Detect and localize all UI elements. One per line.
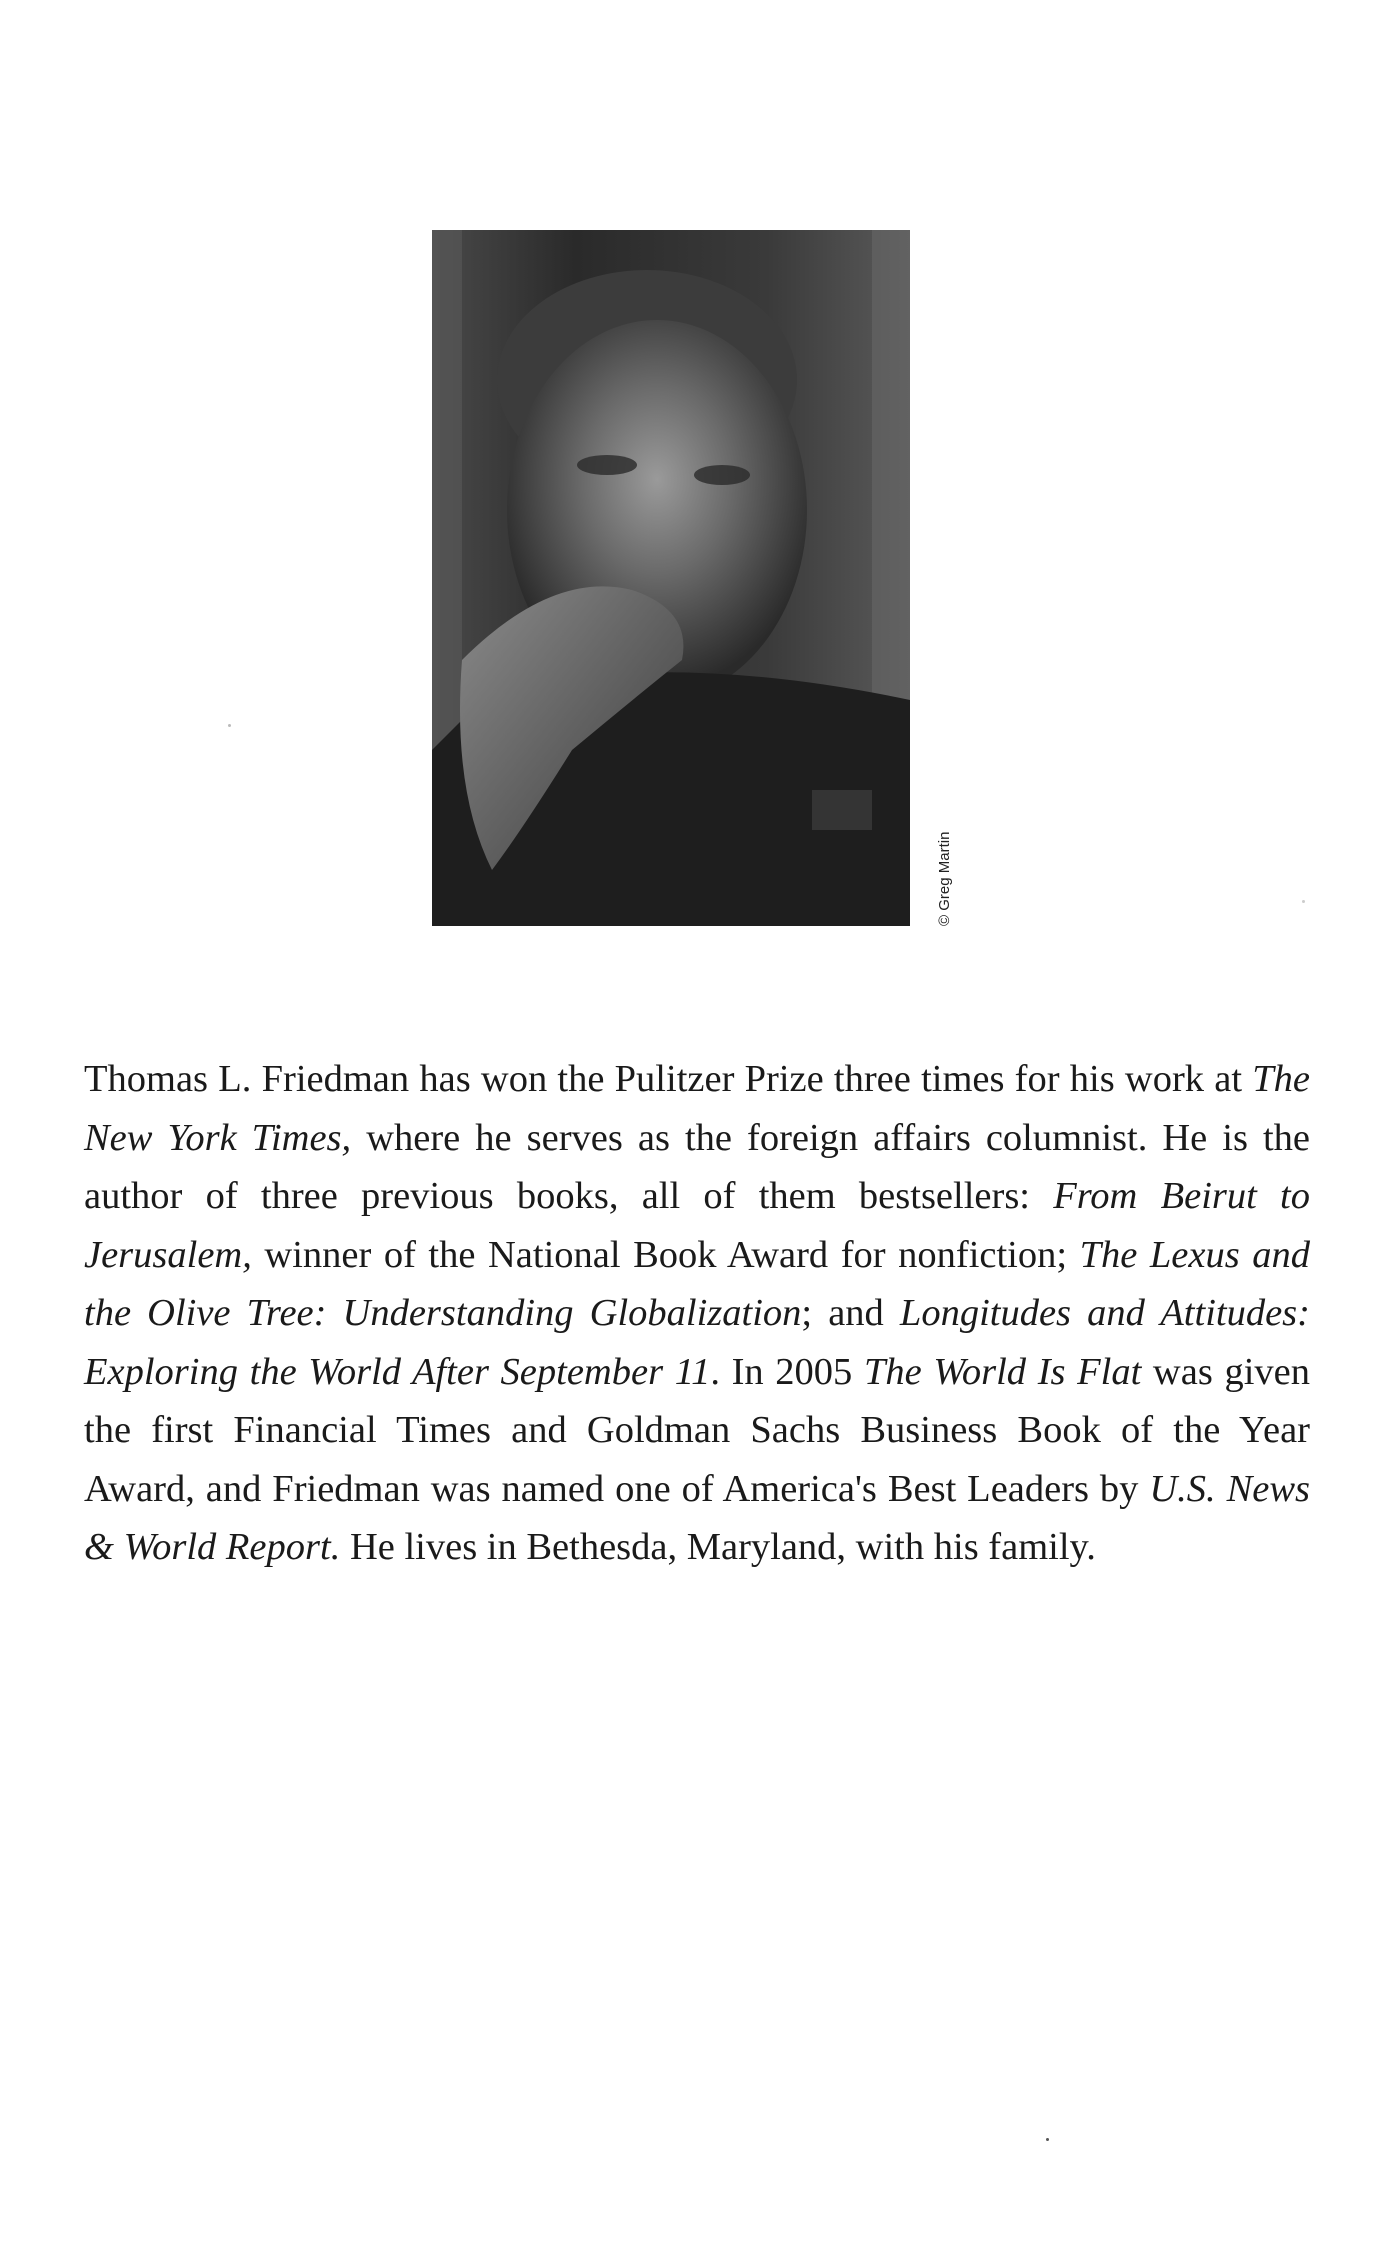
- bio-segment-italic: The Lexus and the Olive Tree: Understanding Globalization: [84, 1233, 1310, 1334]
- bio-segment: He lives in Bethesda, Maryland, with his family.: [340, 1526, 1096, 1568]
- author-bio-paragraph: [84, 1050, 1310, 1577]
- author-photo-frame: [432, 230, 910, 926]
- scan-speck: [228, 724, 231, 727]
- bio-segment: ; and: [801, 1292, 900, 1334]
- portrait-image: [432, 230, 910, 926]
- bio-segment: winner of the National Book Award for nonfiction;: [251, 1233, 1080, 1276]
- author-photo: [432, 230, 910, 926]
- bio-segment-italic: The New York Times,: [84, 1058, 1310, 1159]
- bio-segment: where he serves as the foreign affairs columnist. He is the author of three previous books, all of them bestsellers:: [84, 1116, 1310, 1217]
- bio-segment-italic: The World Is Flat: [863, 1350, 1142, 1393]
- scan-speck: [1302, 900, 1305, 903]
- bio-segment-italic: Longitudes and Attitudes: Exploring the World After September 11: [84, 1292, 1310, 1393]
- bio-segment-italic: U.S. News & World Report.: [84, 1467, 1311, 1568]
- scan-speck: [1046, 2138, 1049, 2141]
- bio-segment: . In 2005: [710, 1350, 864, 1393]
- bio-segment-italic: From Beirut to Jerusalem,: [84, 1175, 1310, 1276]
- bio-segment: Thomas L. Friedman has won the Pulitzer Prize three times for his work at: [84, 1058, 1253, 1100]
- bio-segment: was given the first Financial Times and Goldman Sachs Business Book of the Year Award, and Friedman was named one of America's Best Leaders by: [84, 1350, 1310, 1510]
- photo-credit: © Greg Martin: [936, 831, 953, 926]
